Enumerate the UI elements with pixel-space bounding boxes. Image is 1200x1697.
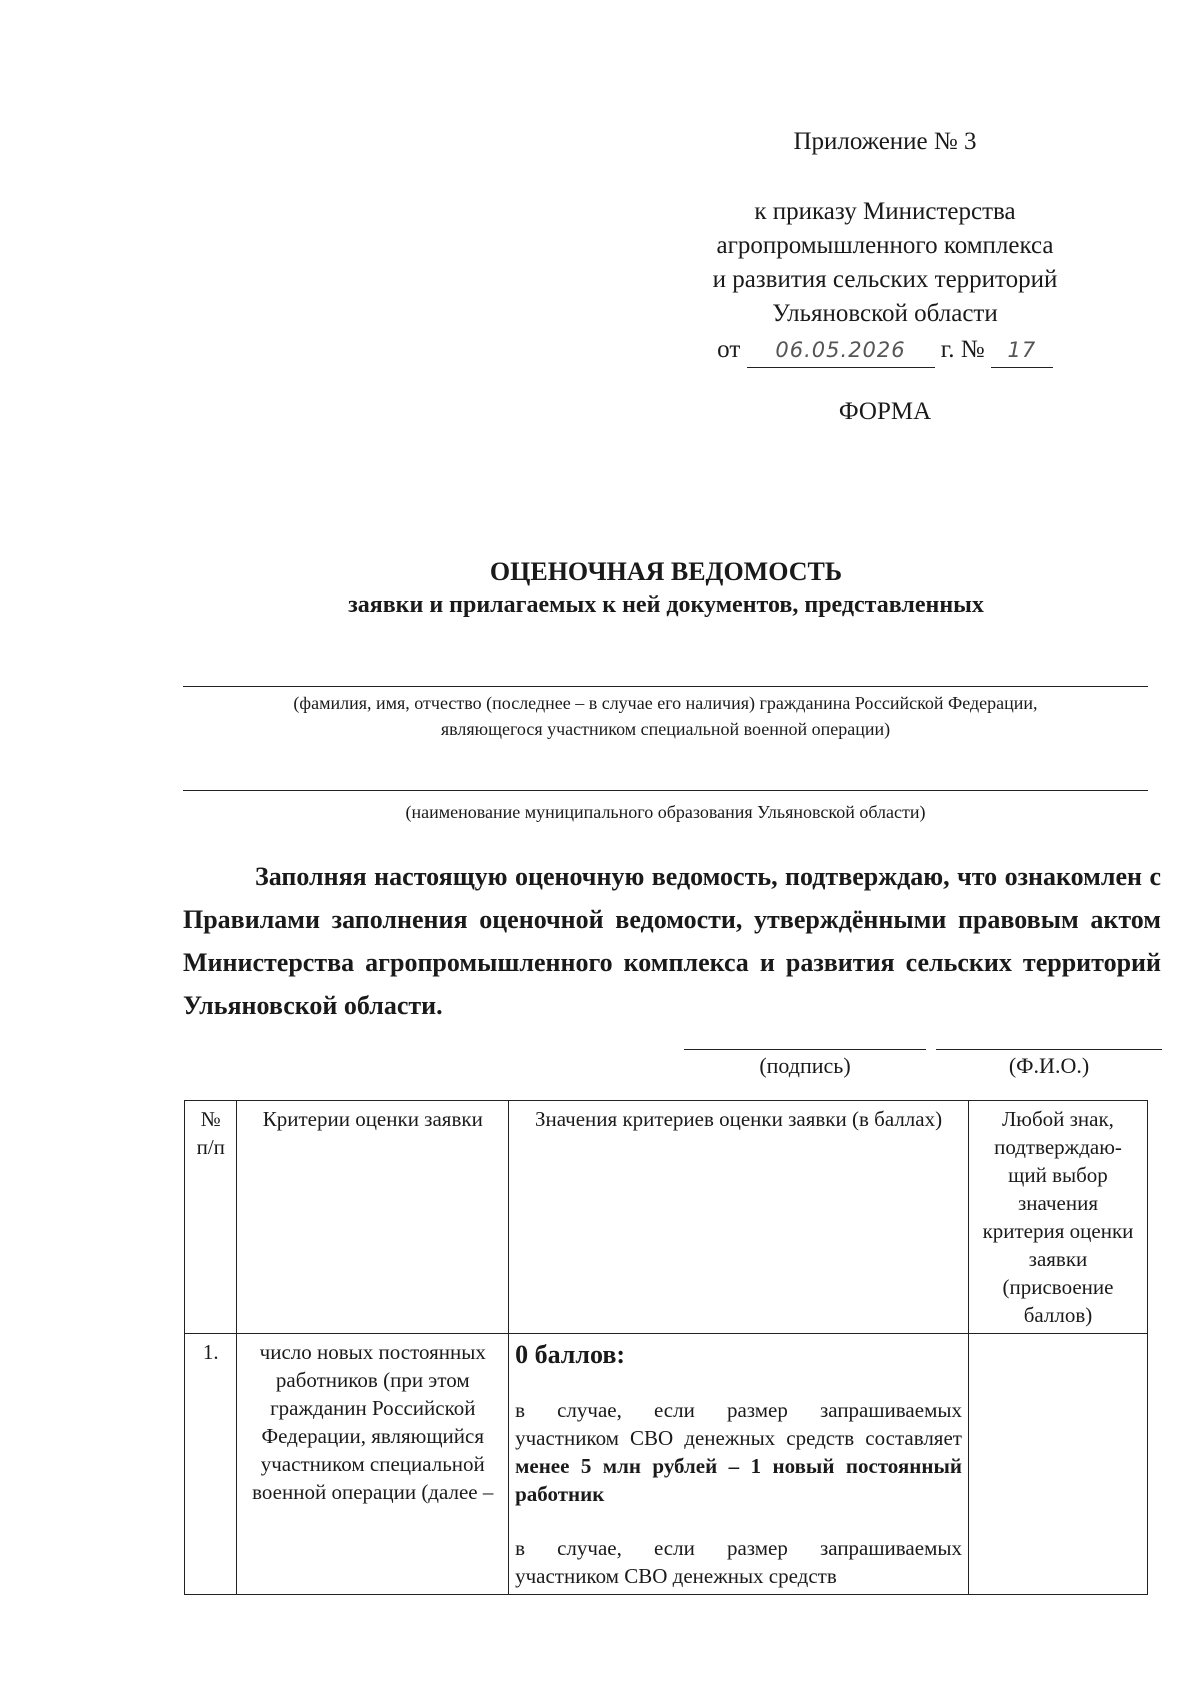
full-name-label: (Ф.И.О.) bbox=[1008, 1053, 1090, 1078]
year-number-label: г. № bbox=[940, 336, 985, 363]
appendix-line: к приказу Министерства bbox=[754, 198, 1016, 225]
appendix-line: и развития сельских территорий bbox=[712, 266, 1058, 293]
date-handwritten: 06.05.2026 bbox=[775, 338, 906, 362]
date-prefix: от bbox=[717, 336, 741, 363]
signature-line[interactable] bbox=[684, 1049, 926, 1050]
criteria-table bbox=[184, 1100, 1148, 1595]
signature-label: (подпись) bbox=[759, 1053, 851, 1078]
date-field bbox=[747, 333, 935, 368]
appendix-line: агропромышленного комплекса bbox=[716, 232, 1054, 259]
municipality-caption: (наименование муниципального образования Ульяновской области) bbox=[405, 802, 926, 822]
appendix-date-line bbox=[690, 333, 1080, 368]
header-criteria: Критерии оценки заявки bbox=[237, 1101, 509, 1334]
document-subtitle: заявки и прилагаемых к ней документов, представленных bbox=[348, 592, 984, 618]
value-points-heading: 0 баллов: bbox=[515, 1340, 626, 1369]
row-number: 1. bbox=[185, 1334, 237, 1595]
table-header-row bbox=[185, 1101, 1148, 1334]
appendix-number: Приложение № 3 bbox=[793, 128, 977, 155]
row-values bbox=[509, 1334, 969, 1595]
caption-line: (фамилия, имя, отчество (последнее – в случае его наличия) гражданина Российской Федерации, bbox=[293, 693, 1038, 713]
document-title: ОЦЕНОЧНАЯ ВЕДОМОСТЬ bbox=[489, 557, 843, 586]
appendix-line: Ульяновской области bbox=[772, 300, 998, 327]
header-sign: Любой знак, подтверждаю-щий выбор значения критерия оценки заявки (присвоение баллов) bbox=[968, 1101, 1147, 1334]
row-sign-cell[interactable] bbox=[968, 1334, 1147, 1595]
full-name-line[interactable] bbox=[936, 1049, 1162, 1050]
citizen-name-line[interactable] bbox=[183, 686, 1148, 687]
appendix-order-reference bbox=[690, 195, 1080, 331]
value-condition-text: в случае, если размер запрашиваемых участником СВО денежных средств составляет bbox=[515, 1398, 962, 1450]
order-number-handwritten: 17 bbox=[1007, 338, 1037, 362]
row-criteria: число новых постоянных работников (при этом гражданин Российской Федерации, являющийся участником специальной военной операции (далее – bbox=[237, 1334, 509, 1595]
header-number: № п/п bbox=[185, 1101, 237, 1334]
order-number-field bbox=[991, 333, 1053, 368]
value-condition-bold: менее 5 млн рублей – 1 новый постоянный работник bbox=[515, 1454, 962, 1506]
header-values: Значения критериев оценки заявки (в баллах) bbox=[509, 1101, 969, 1334]
confirmation-statement: Заполняя настоящую оценочную ведомость, подтверждаю, что ознакомлен с Правилами заполнения оценочной ведомости, утверждёнными правовым актом Министерства агропромышленного комплекса и развития сельских территорий Ульяновской области. bbox=[183, 862, 1161, 1020]
value-condition: в случае, если размер запрашиваемых участником СВО денежных средств bbox=[515, 1536, 962, 1588]
form-label: ФОРМА bbox=[838, 398, 932, 425]
caption-line: являющегося участником специальной военной операции) bbox=[440, 719, 891, 739]
table-row bbox=[185, 1334, 1148, 1595]
municipality-line[interactable] bbox=[183, 790, 1148, 791]
citizen-name-caption bbox=[183, 690, 1148, 742]
value-condition bbox=[515, 1396, 962, 1508]
